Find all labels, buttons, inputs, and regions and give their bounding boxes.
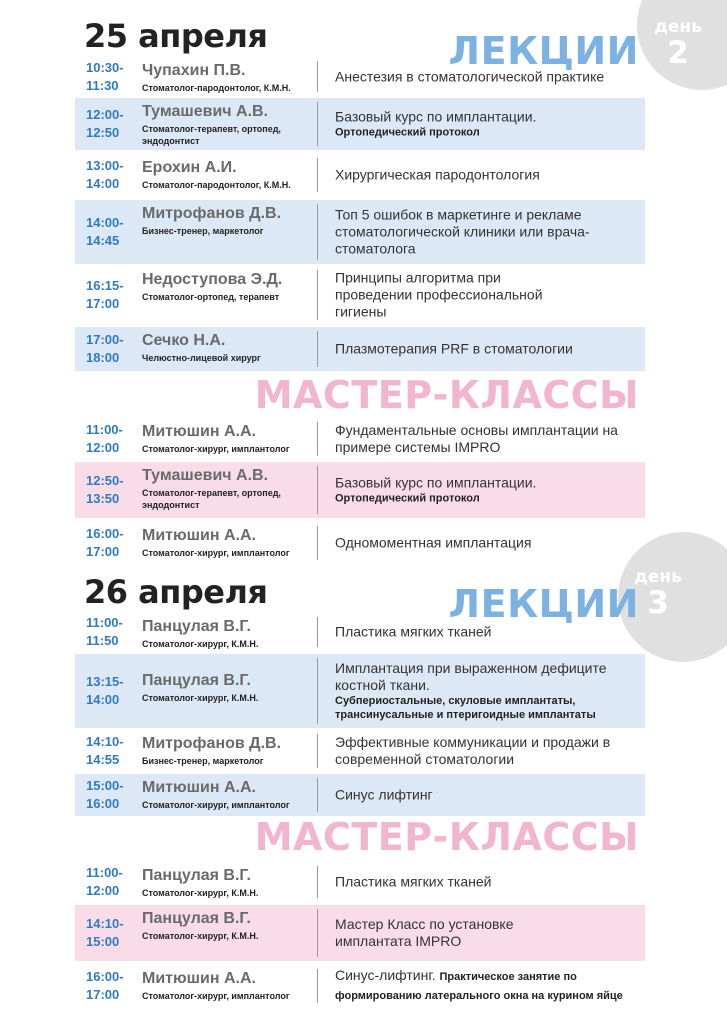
speaker-role: Стоматолог-терапевт, ортопед, эндодонтист <box>142 124 281 146</box>
schedule-row <box>75 965 645 1007</box>
divider <box>317 866 318 898</box>
day-badge-number: 3 <box>647 585 669 621</box>
schedule-row <box>75 418 645 460</box>
time-slot: 14:00- 14:45 <box>86 215 124 248</box>
time-slot: 16:15- 17:00 <box>86 278 124 311</box>
time-slot: 11:00- 12:00 <box>86 422 123 455</box>
speaker-name: Митрофанов Д.В. <box>142 735 282 752</box>
schedule-row <box>75 613 645 651</box>
speaker-name: Сечко Н.А. <box>142 332 226 349</box>
divider <box>317 158 318 192</box>
schedule-row <box>75 154 645 196</box>
topic: Одномоментная имплантация <box>335 534 532 551</box>
lectures-heading: ЛЕКЦИИ <box>448 582 639 626</box>
schedule-row <box>75 200 645 264</box>
speaker-name: Митюшин А.А. <box>142 970 256 987</box>
schedule-row <box>75 654 645 728</box>
date-heading: 26 апреля <box>84 573 268 611</box>
divider <box>317 909 318 957</box>
divider <box>317 204 318 260</box>
time-slot: 12:00- 12:50 <box>86 107 124 140</box>
time-slot: 16:00- 17:00 <box>86 526 124 559</box>
day-badge-word: день <box>634 567 682 587</box>
master-classes-heading: МАСТЕР-КЛАССЫ <box>254 815 639 859</box>
topic: Синус лифтинг <box>335 786 433 803</box>
time-slot: 13:00- 14:00 <box>86 158 124 191</box>
divider <box>317 526 318 560</box>
speaker-role: Стоматолог-ортопед, терапевт <box>142 292 280 302</box>
speaker-role: Стоматолог-хирург, имплантолог <box>142 991 290 1001</box>
divider <box>317 102 318 146</box>
time-slot: 16:00- 17:00 <box>86 969 124 1002</box>
time-slot: 14:10- 14:55 <box>86 734 124 767</box>
schedule-row <box>75 730 645 772</box>
speaker-name: Чупахин П.В. <box>142 62 246 79</box>
topic: Имплантация при выраженном дефиците костной ткани. Субпериостальные, скуловые имплантаты, трансинусальные и птеригоидные имплантаты <box>335 660 607 721</box>
schedule-row <box>75 266 645 324</box>
speaker-name: Тумашевич А.В. <box>142 103 269 120</box>
speaker-role: Стоматолог-хирург, К.М.Н. <box>142 639 259 649</box>
topic: Пластика мягких тканей <box>335 873 492 890</box>
divider <box>317 969 318 1003</box>
topic: Хирургическая пародонтология <box>335 166 540 183</box>
topic: Мастер Класс по установке имплантата IMPRO <box>335 916 514 949</box>
date-heading: 25 апреля <box>84 17 268 55</box>
schedule-row <box>75 774 645 816</box>
divider <box>317 778 318 812</box>
speaker-role: Стоматолог-хирург, К.М.Н. <box>142 931 259 941</box>
speaker-name: Панцулая В.Г. <box>142 618 251 635</box>
schedule-row <box>75 98 645 150</box>
speaker-role: Стоматолог-пародонтолог, К.М.Н. <box>142 180 291 190</box>
topic: Базовый курс по имплантации. Ортопедический протокол <box>335 108 537 139</box>
schedule-row <box>75 327 645 371</box>
master-classes-heading: МАСТЕР-КЛАССЫ <box>254 373 639 417</box>
schedule-row <box>75 862 645 902</box>
topic: Пластика мягких тканей <box>335 623 492 640</box>
divider <box>317 331 318 367</box>
day-badge-word: день <box>654 17 702 37</box>
topic: Плазмотерапия PRF в стоматологии <box>335 340 573 357</box>
schedule-row <box>75 462 645 518</box>
speaker-role: Стоматолог-хирург, имплантолог <box>142 444 290 454</box>
divider <box>317 466 318 514</box>
speaker-role: Бизнес-тренер, маркетолог <box>142 226 264 236</box>
divider <box>317 658 318 724</box>
speaker-name: Митюшин А.А. <box>142 423 256 440</box>
speaker-role: Стоматолог-хирург, К.М.Н. <box>142 888 259 898</box>
speaker-role: Стоматолог-пародонтолог, К.М.Н. <box>142 83 291 93</box>
time-slot: 12:50- 13:50 <box>86 473 124 506</box>
time-slot: 14:10- 15:00 <box>86 916 124 949</box>
topic: Базовый курс по имплантации. Ортопедический протокол <box>335 474 537 505</box>
speaker-name: Панцулая В.Г. <box>142 867 251 884</box>
speaker-name: Панцулая В.Г. <box>142 672 251 689</box>
topic: Принципы алгоритма при проведении профессиональной гигиены <box>335 269 543 320</box>
time-slot: 10:30- 11:30 <box>86 59 124 93</box>
topic: Фундаментальные основы имплантации на примере системы IMPRO <box>335 422 618 455</box>
time-slot: 13:15- 14:00 <box>86 674 124 707</box>
topic: Синус-лифтинг. Практическое занятие по формированию латерального окна на курином яйце <box>335 967 623 1002</box>
speaker-name: Митюшин А.А. <box>142 527 256 544</box>
time-slot: 15:00- 16:00 <box>86 778 124 811</box>
divider <box>317 270 318 320</box>
speaker-name: Митюшин А.А. <box>142 779 256 796</box>
divider <box>317 61 318 92</box>
divider <box>317 422 318 456</box>
topic: Топ 5 ошибок в маркетинге и рекламе стоматологической клиники или врача-стоматолога <box>335 206 590 257</box>
speaker-name: Ерохин А.И. <box>142 159 237 176</box>
time-slot: 11:00- 11:50 <box>86 615 123 648</box>
speaker-role: Бизнес-тренер, маркетолог <box>142 756 264 766</box>
topic: Эффективные коммуникации и продажи в современной стоматологии <box>335 734 611 767</box>
schedule-row <box>75 57 645 96</box>
speaker-role: Стоматолог-хирург, имплантолог <box>142 548 290 558</box>
divider <box>317 617 318 647</box>
time-slot: 11:00- 12:00 <box>86 865 123 898</box>
speaker-name: Митрофанов Д.В. <box>142 205 282 222</box>
time-slot: 17:00- 18:00 <box>86 332 124 365</box>
speaker-name: Недоступова Э.Д. <box>142 271 283 288</box>
day-badge-number: 2 <box>667 35 689 71</box>
schedule-row <box>75 905 645 961</box>
speaker-name: Тумашевич А.В. <box>142 467 269 484</box>
lectures-heading: ЛЕКЦИИ <box>448 29 639 73</box>
divider <box>317 734 318 768</box>
speaker-role: Стоматолог-хирург, имплантолог <box>142 800 290 810</box>
speaker-role: Челюстно-лицевой хирург <box>142 353 261 363</box>
topic: Анестезия в стоматологической практике <box>335 68 605 84</box>
speaker-name: Панцулая В.Г. <box>142 910 251 927</box>
speaker-role: Стоматолог-терапевт, ортопед, эндодонтист <box>142 488 281 510</box>
speaker-role: Стоматолог-хирург, К.М.Н. <box>142 693 259 703</box>
schedule-row <box>75 522 645 564</box>
